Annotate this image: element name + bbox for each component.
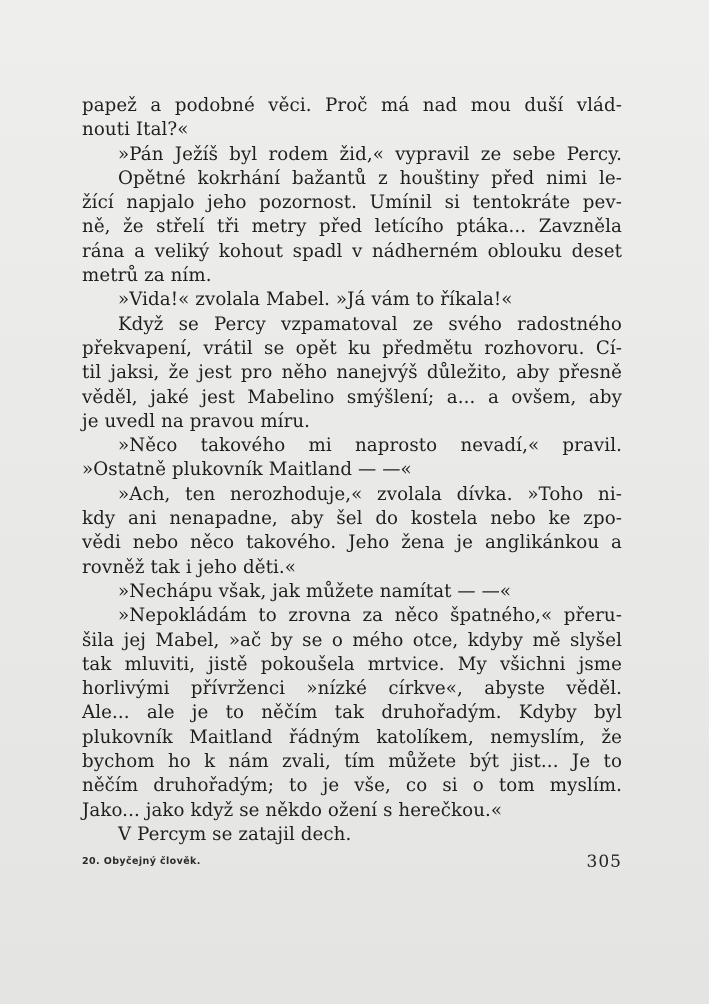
text-line: kdy ani nenapadne, aby šel do kostela nebo ke zpo- <box>82 508 622 530</box>
page-number: 305 <box>586 852 622 872</box>
text-line: něčím druhořadým; to je vše, co si o tom myslím. <box>82 775 622 797</box>
text-line: bychom ho k nám zvali, tím můžete být jist... Je to <box>82 751 622 773</box>
text-line: »Nechápu však, jak můžete namítat — —« <box>118 580 512 602</box>
text-line: V Percym se zatajil dech. <box>118 823 352 845</box>
text-line: rána a veliký kohout spadl v nádherném oblouku deset <box>82 240 622 262</box>
text-line: metrů za ním. <box>82 265 212 287</box>
text-line: papež a podobné věci. Proč má nad mou duší vlád- <box>82 95 622 116</box>
text-line: šila jej Mabel, »ač by se o mého otce, kdyby mě slyšel <box>82 629 622 651</box>
text-line: horlivými přívrženci »nízké církve«, abyste věděl. <box>82 678 622 700</box>
text-line: »Ostatně plukovník Maitland — —« <box>82 459 412 481</box>
text-line: »Nepokládám to zrovna za něco špatného,« přeru- <box>118 605 622 627</box>
text-line: ně, že střelí tři metry před letícího ptáka... Zavzněla <box>82 216 622 238</box>
text-line: věděl, jaké jest Mabelino smýšlení; a... a ovšem, aby <box>82 386 622 408</box>
text-line: Ale... ale je to něčím tak druhořadým. Kdyby byl <box>82 702 622 724</box>
body-text <box>82 94 622 847</box>
text-line: překvapení, vrátil se opět ku předmětu rozhovoru. Cí- <box>82 337 622 359</box>
text-line: »Pán Ježíš byl rodem žid,« vypravil ze sebe Percy. <box>118 143 622 165</box>
text-line: plukovník Maitland řádným katolíkem, nemyslím, že <box>82 726 622 748</box>
page-footer <box>82 852 622 872</box>
text-line: »Vida!« zvolala Mabel. »Já vám to říkala!« <box>118 289 513 311</box>
text-line: Jako... jako když se někdo ožení s herečkou.« <box>82 799 503 821</box>
text-line: Opětné kokrhání bažantů z houštiny před nimi le- <box>118 167 622 189</box>
text-line: til jaksi, že jest pro něho nanejvýš důležito, aby přesně <box>82 362 622 384</box>
text-line: žící napjalo jeho pozornost. Umínil si tentokráte pev- <box>82 192 622 214</box>
text-line: nouti Ital?« <box>82 119 189 141</box>
text-line: »Ach, ten nerozhoduje,« zvolala dívka. »Toho ni- <box>118 483 622 505</box>
text-line: »Něco takového mi naprosto nevadí,« pravil. <box>118 435 622 457</box>
text-line: Když se Percy vzpamatoval ze svého radostného <box>118 313 622 335</box>
text-line: tak mluviti, jistě pokoušela mrtvice. My všichni jsme <box>82 653 622 675</box>
text-line: vědi nebo něco takového. Jeho žena je anglikánkou a <box>82 532 622 554</box>
text-line: je uvedl na pravou míru. <box>82 410 311 432</box>
text-line: rovněž tak i jeho děti.« <box>82 556 296 578</box>
printer-signature: 20. Obyčejný člověk. <box>82 856 201 867</box>
